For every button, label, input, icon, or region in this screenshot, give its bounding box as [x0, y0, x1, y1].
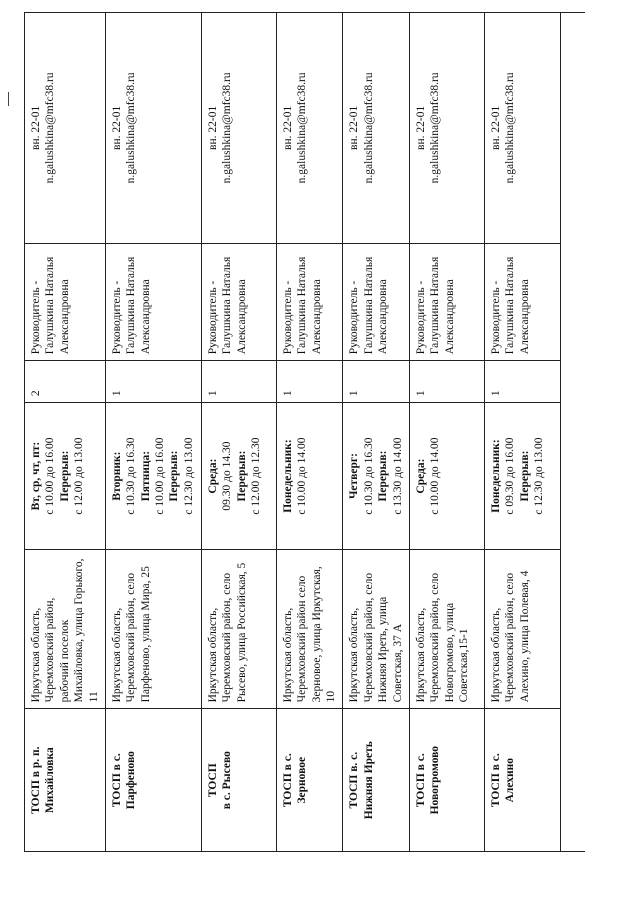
address-cell: Иркутская область, Черемховский район, село Алехино, улица Полевая, 4: [484, 549, 560, 708]
contact-cell: [25, 13, 106, 244]
office-name-line: Михайловка: [44, 747, 57, 814]
manager-cell: Руководитель - Галушкина Наталья Александровна: [409, 243, 484, 360]
schedule-heading: Четверг:: [348, 453, 361, 500]
schedule-hours: с 12.00 до 13.00: [73, 437, 86, 515]
office-name-line: Новогромово: [429, 745, 442, 815]
schedule-cell: [105, 403, 201, 550]
schedule-heading: Понедельник:: [281, 439, 294, 513]
phone-extension: вн. 22-01: [414, 105, 427, 150]
manager-cell: Руководитель - Галушкина Наталья Александровна: [105, 243, 201, 360]
schedule-heading: Понедельник:: [489, 439, 502, 513]
phone-extension: вн. 22-01: [30, 105, 42, 150]
address-cell: Иркутская область, Черемховский район, село Новогромово, улица Советская,15-1: [409, 549, 484, 708]
schedule-cell: [276, 403, 343, 550]
schedule-heading: Перерыв:: [168, 450, 181, 502]
manager-cell: Руководитель - Галушкина Наталья Александровна: [276, 243, 343, 360]
address-cell: Иркутская область, Черемховский район, село Рысево, улица Российская, 5: [201, 549, 276, 708]
windows-count-cell: 1: [409, 361, 484, 403]
contact-cell: [409, 13, 484, 244]
office-name-cell: [409, 709, 484, 852]
windows-count-cell: 1: [201, 361, 276, 403]
windows-count-cell: 2: [25, 361, 106, 403]
schedule-hours: с 12.30 до 13.00: [533, 437, 545, 515]
table-row: [105, 13, 201, 852]
contact-cell: [343, 13, 410, 244]
office-name-cell: [201, 709, 276, 852]
email-address: n.galushkina@mfc38.ru: [125, 72, 138, 184]
office-name-cell: [25, 709, 106, 852]
scan-mark: [8, 92, 11, 106]
office-name-line: Алехино: [504, 758, 517, 803]
schedule-heading: Вт, ср, чт, пт:: [30, 441, 42, 511]
schedule-hours: 09.30 до 14.30: [221, 441, 234, 511]
office-name-cell: [276, 709, 343, 852]
schedule-hours: с 10.00 до 14.00: [296, 437, 309, 515]
office-name-line: ТОСП в р. п.: [30, 746, 42, 814]
office-name-line: ТОСП в с.: [414, 753, 427, 808]
schedule-cell: [343, 403, 410, 550]
email-address: n.galushkina@mfc38.ru: [362, 72, 375, 184]
schedule-hours: с 13.30 до 14.00: [391, 437, 404, 515]
schedule-cell: [484, 403, 560, 550]
address-cell: Иркутская область, Черемховский район, село Нижняя Иреть, улица Советская, 37 А: [343, 549, 410, 708]
contact-cell: [201, 13, 276, 244]
manager-cell: Руководитель - Галушкина Наталья Александровна: [484, 243, 560, 360]
address-cell: Иркутская область, Черемховский район село Зерновое, улица Иркутская, 10: [276, 549, 343, 708]
schedule-hours: с 10.00 до 16.00: [44, 437, 57, 515]
table-row: [201, 13, 276, 852]
email-address: n.galushkina@mfc38.ru: [44, 72, 57, 184]
schedule-heading: Перерыв:: [58, 450, 71, 502]
address-cell: Иркутская область, Черемховский район, село Парфеново, улица Мира, 25: [105, 549, 201, 708]
table-row: [276, 13, 343, 852]
office-name-line: Зерновое: [296, 756, 309, 804]
schedule-cell: [201, 403, 276, 550]
schedule-heading: Среда:: [206, 458, 219, 494]
contact-cell: [105, 13, 201, 244]
schedule-hours: с 10.00 до 14.00: [429, 437, 442, 515]
manager-cell: Руководитель - Галушкина Наталья Александровна: [343, 243, 410, 360]
schedule-hours: с 09.30 до 16.00: [504, 437, 517, 515]
email-address: n.galushkina@mfc38.ru: [504, 72, 517, 184]
blank-cell: [560, 13, 585, 852]
email-address: n.galushkina@mfc38.ru: [221, 72, 234, 184]
phone-extension: вн. 22-01: [489, 105, 502, 150]
schedule-hours: с 10.30 до 16.30: [362, 437, 375, 515]
phone-extension: вн. 22-01: [281, 105, 294, 150]
office-name-line: ТОСП в с.: [281, 753, 294, 808]
page-rotator: [24, 12, 585, 852]
windows-count-cell: 1: [276, 361, 343, 403]
schedule-heading: Вторник:: [110, 451, 123, 501]
blank-table-area: [560, 13, 585, 852]
email-address: n.galushkina@mfc38.ru: [296, 72, 309, 184]
manager-cell: Руководитель - Галушкина Наталья Александровна: [25, 243, 106, 360]
contact-cell: [276, 13, 343, 244]
phone-extension: вн. 22-01: [348, 105, 361, 150]
schedule-heading: Перерыв:: [518, 450, 531, 502]
schedule-heading: Среда:: [414, 458, 427, 494]
schedule-hours: с 12.00 до 12.30: [250, 437, 262, 515]
office-name-line: Парфеново: [125, 751, 138, 810]
windows-count-cell: 1: [105, 361, 201, 403]
office-name-cell: [484, 709, 560, 852]
office-name-cell: [105, 709, 201, 852]
tosp-table-body: [25, 13, 586, 852]
tosp-table: [24, 12, 585, 852]
schedule-cell: [409, 403, 484, 550]
table-row: [25, 13, 106, 852]
table-row: [409, 13, 484, 852]
office-name-line: ТОСП: [206, 763, 219, 798]
office-name-cell: [343, 709, 410, 852]
office-name-line: ТОСП в с.: [489, 753, 502, 808]
schedule-hours: с 10.30 до 16.30: [125, 437, 138, 515]
schedule-heading: Перерыв:: [377, 450, 390, 502]
document-sheet: [24, 12, 585, 852]
schedule-heading: Перерыв:: [235, 450, 248, 502]
phone-extension: вн. 22-01: [110, 105, 123, 150]
manager-cell: Руководитель - Галушкина Наталья Александровна: [201, 243, 276, 360]
office-name-line: Нижняя Иреть: [362, 741, 375, 820]
schedule-hours: с 10.00 до 16.00: [154, 437, 166, 515]
email-address: n.galushkina@mfc38.ru: [429, 72, 442, 184]
contact-cell: [484, 13, 560, 244]
office-name-line: ТОСП в. с.: [348, 751, 361, 809]
windows-count-cell: 1: [343, 361, 410, 403]
schedule-cell: [25, 403, 106, 550]
windows-count-cell: 1: [484, 361, 560, 403]
table-row: [484, 13, 560, 852]
schedule-heading: Пятница:: [139, 450, 152, 502]
address-cell: Иркутская область, Черемховский район, рабочий поселок Михайловка, улица Горького, 11: [25, 549, 106, 708]
office-name-line: ТОСП в с.: [110, 753, 123, 808]
table-row: [343, 13, 410, 852]
phone-extension: вн. 22-01: [206, 105, 219, 150]
office-name-line: в с. Рысево: [221, 751, 234, 810]
schedule-hours: с 12.30 до 13.00: [182, 437, 195, 515]
